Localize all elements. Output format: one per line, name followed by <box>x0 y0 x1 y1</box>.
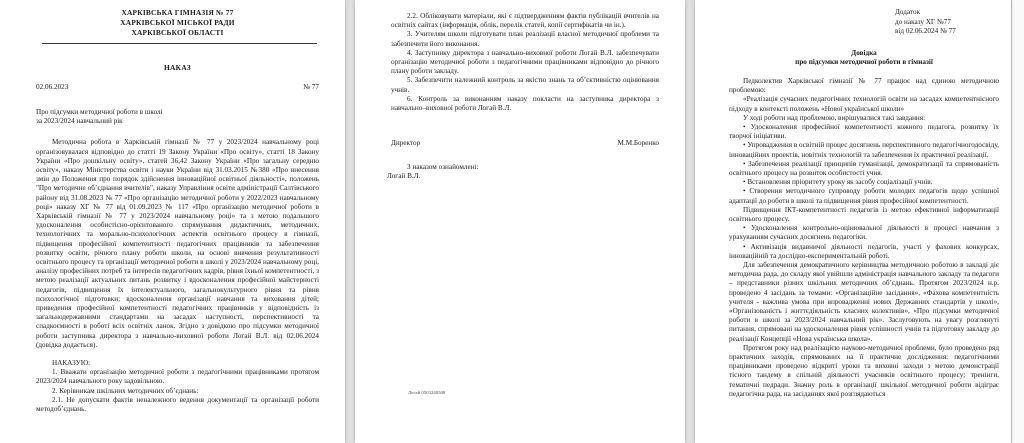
order-subject-line1: Про підсумки методичної роботи в школі <box>36 108 163 116</box>
order-item-6: 6. Контроль за виконанням наказу покласти на заступника директора з навчально–виховної роботи Логай В.Л. <box>391 94 659 113</box>
page-2 <box>355 0 685 443</box>
certificate-title-line1: Довідка <box>851 48 877 57</box>
order-number: № 77 <box>303 83 319 91</box>
certificate-title <box>729 49 999 68</box>
certificate-task-item-7: • Удосконалення контрольно-оцінювальної діяльності в процесі навчання з урахуванням сучасних досягнень педагогіки. <box>729 224 999 242</box>
certificate-task-item-5: • Створення методичного супроводу роботи молодих педагогів щодо успішної адаптації до роботи в школі та підвищення рівня професійної компетентності. <box>729 187 999 205</box>
signature-name: М.М.Боренко <box>617 139 659 148</box>
certificate-paragraph-2: «Реалізація сучасних педагогічних технологій освіти на засадах компетентнісного підходу в контексті положень «Нової української школи» <box>729 95 999 113</box>
certificate-task-item-1: • Удосконалення професійної компетентності кожного педагога, розвитку їх творчої ініціативи. <box>729 122 999 141</box>
order-subject <box>36 108 319 126</box>
certificate-task-item-6: Підвищення ІКТ-компетентності педагогів із метою ефективної інформатизації освітнього процесу. <box>729 205 999 224</box>
certificate-task-item-8: • Активізація видавничої діяльності педагогів, участі у фахових конкурсах, інноваційній та дослідно-експериментальній роботі. <box>729 242 999 260</box>
certificate-title-line2: про підсумки методичної роботи в гімназії <box>795 58 933 67</box>
certificate-task-item-4: • Встановлення пріоритету уроку як засобу соціалізації учнів. <box>743 178 933 187</box>
page-3 <box>695 0 1011 443</box>
org-header <box>36 8 319 38</box>
order-date: 02.06.2023 <box>36 83 69 91</box>
annex-line2: до наказу ХГ №77 <box>895 17 951 26</box>
order-item-2-1: 2.1. Не допускати фактів неналежного ведення документації та організації роботи методоб’єднань. <box>36 395 319 414</box>
certificate-paragraph-3: У ході роботи над проблемою, вирішувалися такі завдання: <box>743 113 926 122</box>
date-number-row <box>36 83 319 91</box>
order-body-paragraph: Методична робота в Харківській гімназії № 77 у 2023/2024 навчальному році організовувалася відповідно до статті 19 Закону України «Про освіту», статті 18 Закону України «Про дошкільну освіту», статей 36,42 Закону України «Про загальну середню освіту», наказу Міністерства освіти і науки України від 31.03.2015 №380 «Про внесення змін до Положення про порядок здійснення інноваційної освітньої діяльності», положень "Про методичне об’єднання вчителів", наказу Управління освіти адміністрації Салтівського району від 31.08.2023 № 77 «Про організацію методичної роботи у 2022/2023 навчальному році» наказу ХГ № 77 від 01.09.2023 № 117 «Про організацію методичної роботи в Харківській гімназії № 77 у 2023/2024 навчальному році» та з метою подальшого удосконалення особистісно-орієнтованого спрямування дидактичних, методичних, технологічних та морально-психологічних аспектів освітнього процесу в гімназії, підвищення професійної компетентності педагогічних працівників та забезпечення розвитку освіти, річного плану роботи школи, на основі вивчення результативності освітнього процесу та організації методичної роботи в школі у 2023/2024 навчальному році, аналізу професійних потреб та інтересів педагогічних кадрів, рівня їхньої компетентності, з метою реалізації актуальних питань розвитку і вдосконалення професійної майстерності педагогів, підвищення їх інтелектуального, загальнокультурного рівня та рівня психологічної підготовки; вдосконалення організації навчання та виховання дітей; приведення професійної компетентності педагогічних працівників у відповідність із загальнодержавними стандартами на засадах наступності, перспективності та спадкоємності в роботі всіх освітніх ланок. Згідно з довідкою про підсумки методичної роботи заступника директора з навчально-виховної роботи Логай В.Л. від 02.06.2024 (довідка додається). <box>36 138 319 349</box>
signature-role: Директор <box>391 139 421 148</box>
executor-footer-note: Логай 0503240508 <box>408 390 446 395</box>
page-1 <box>0 0 345 443</box>
acknowledged-label: З наказом ознайомлені: <box>407 163 479 172</box>
org-name-line2: ХАРКІВСЬКОЇ МІСЬКОЇ РАДИ <box>120 18 235 27</box>
order-subject-line2: за 2023/2024 навчальний рік <box>36 117 123 126</box>
org-name-line1: ХАРКІВСЬКА ГІМНАЗІЯ № 77 <box>121 8 234 17</box>
order-item-2: 2. Керівникам шкільних методичних об’єднань: <box>52 386 199 395</box>
annex-line1: Додаток <box>895 8 921 16</box>
directive-heading: НАКАЗУЮ: <box>52 359 91 368</box>
org-name-line3: ХАРКІВСЬКОЇ ОБЛАСТІ <box>131 28 224 37</box>
certificate-body <box>729 77 999 399</box>
certificate-task-item-3: • Забезпечення реалізації принципів гуманізації, демократизації та спрямованість освітнього процесу на розвиток особистості учня. <box>729 159 999 177</box>
acknowledged-name: Логай В.Л. <box>387 172 421 181</box>
header-divider <box>42 43 317 44</box>
annex-reference <box>895 8 999 37</box>
certificate-paragraph-4: Для забезпечення демократичного керівництва методичною роботою в закладі діє методична рада, до складу якої увійшли адміністрація навчального закладу та педагоги – представники різних шкільних методичних об’єднань. Протягом 2023/2024 н.р. проведено 4 засідань за темами: «Організаційне засідання», «Фахова компетентність учителя - важлива умова при впровадженні нових Державних стандартів у школі», «Організованість і життєдіяльність класних колективів», «Про підсумки методичної роботи в школі за 2023/2024 навчальний рік». Заслуговують на увагу розглянуті питання, спрямовані на удосконалення рівня успішності учнів та підготовку закладу до реалізації Концепції «Нова українська школа». <box>729 261 999 343</box>
certificate-paragraph-5: Протягом року над реалізацією науково-методичної проблеми, було проведено ряд практичних заходів, спрямованих на її практичне дослідження: педагогічними працівниками проведено відкриті уроки та виховні заходи з метою демонстрації тісного тандему в спільній діяльності учасників освітнього процесу; тренінги, тематичні педради. Значну роль в організації шкільної методичної роботи відіграє педагогічна рада, на засіданнях якої розглядаються <box>729 343 999 398</box>
certificate-paragraph-1: Педколектив Харківської гімназії № 77 працює над єдиною методичною проблемою: <box>729 76 999 95</box>
order-item-4: 4. Заступнику директора з навчально-виховної роботи Логай В.Л. забезпечувати організацію методичної роботи з педагогічними працівниками відповідно до річного плану роботи закладу. <box>391 48 659 76</box>
order-item-2-2: 2.2. Обліковувати матеріали, які є підтвердженням фактів публікацій вчителів на освітніх сайтах (інформація, облік, перелік статей, копії сертифікатів чи ін.). <box>391 12 659 30</box>
doc-type-heading: НАКАЗ <box>164 63 191 72</box>
signature-row <box>391 139 659 147</box>
annex-line3: від 02.06.2024 № 77 <box>895 27 956 36</box>
viewer-edge-strip <box>1011 0 1024 443</box>
order-item-5: 5. Забезпечити належний контроль за якістю знань та об’єктивністю оцінювання учнів. <box>391 76 659 94</box>
order-item-3: 3. Учителям школи підготувати план реалізації власної методичної проблеми та забезпечити його виконання. <box>391 30 659 48</box>
order-item-1: 1. Вважати організацію методичної роботи з педагогічними працівниками протягом 2023/2024 навчального року задовільною. <box>36 368 319 386</box>
certificate-task-item-2: • Упровадження в освітній процес досягнень перспективного педагогічногодосвіду, інноваційних проектів, новітніх технологій та забезпечення їх практичної реалізації. <box>729 141 999 159</box>
